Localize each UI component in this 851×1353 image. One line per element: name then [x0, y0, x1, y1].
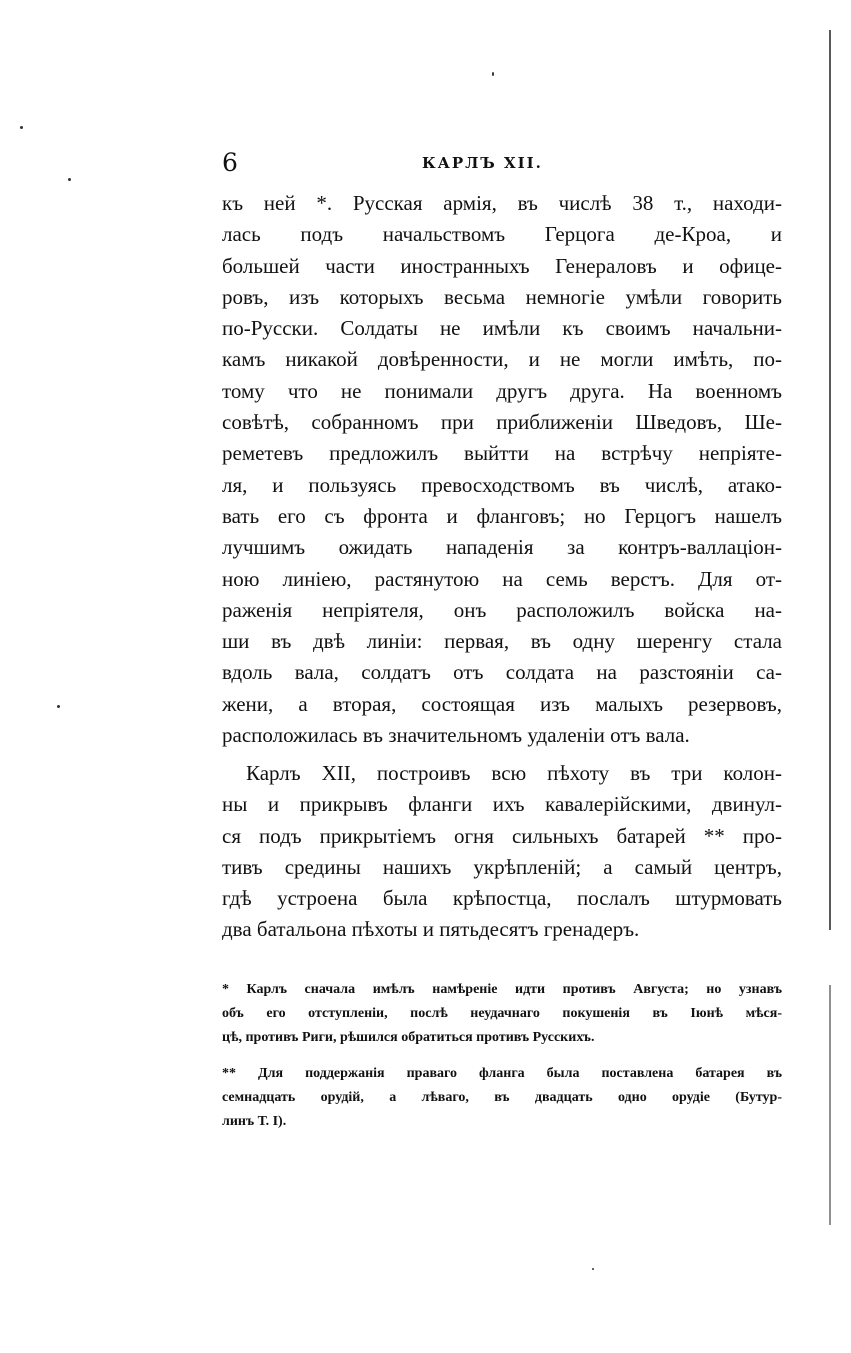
text-line: ною линіею, растянутою на семь верстъ. Для от- [222, 566, 782, 591]
footnote-line: объ его отступленіи, послѣ неудачнаго покушенія въ Іюнѣ мѣся- [222, 1006, 782, 1021]
page-number: 6 [222, 148, 238, 177]
text-line: расположилась въ значительномъ удаленіи отъ вала. [222, 723, 690, 748]
text-line: по-Русски. Солдаты не имѣли къ своимъ начальни- [222, 316, 782, 341]
text-line: большей части иностранныхъ Генераловъ и офице- [222, 253, 782, 278]
text-line: лась подъ начальствомъ Герцога де-Кроа, и [222, 222, 782, 247]
text-line: тивъ средины нашихъ укрѣпленій; а самый центръ, [222, 854, 782, 879]
text-line: ся подъ прикрытіемъ огня сильныхъ батарей ** про- [222, 823, 782, 848]
footnote-line: * Карлъ сначала имѣлъ намѣреніе идти противъ Августа; но узнавъ [222, 982, 782, 997]
page-edge-shadow-lower [829, 985, 831, 1225]
text-line: Карлъ XII, построивъ всю пѣхоту въ три колон- [246, 761, 782, 785]
footnote-line: линъ Т. I). [222, 1114, 287, 1129]
scan-speck [592, 1268, 594, 1270]
text-line: лучшимъ ожидать нападенія за контръ-валлаціон- [222, 535, 782, 560]
footnote-1 [222, 978, 782, 1050]
scan-speck [20, 126, 23, 129]
text-line: ши въ двѣ линіи: первая, въ одну шеренгу стала [222, 629, 782, 654]
text-line: къ ней *. Русская армія, въ числѣ 38 т., находи- [222, 191, 782, 215]
text-line: тому что не понимали другъ друга. На военномъ [222, 378, 782, 403]
running-title: КАРЛЪ XII. [422, 154, 543, 172]
page-edge-shadow [829, 30, 831, 930]
footnote-line: ** Для поддержанія праваго фланга была поставлена батарея въ [222, 1066, 782, 1081]
text-line: два батальона пѣхоты и пятьдесятъ гренадеръ. [222, 917, 640, 942]
text-line: вдоль вала, солдатъ отъ солдата на разстояніи са- [222, 660, 782, 685]
text-line: камъ никакой довѣренности, и не могли имѣть, по- [222, 347, 782, 372]
footnote-2 [222, 1062, 782, 1134]
scan-speck [492, 72, 494, 76]
text-line: ля, и пользуясь превосходствомъ въ числѣ, атако- [222, 472, 782, 497]
text-line: гдѣ устроена была крѣпостца, послалъ штурмовать [222, 886, 782, 911]
paragraph-1 [222, 188, 782, 751]
text-line: жени, а вторая, состоящая изъ малыхъ резервовъ, [222, 691, 782, 716]
text-line: раженія непріятеля, онъ расположилъ войска на- [222, 597, 782, 622]
scan-speck [57, 705, 60, 708]
text-line: ны и прикрывъ фланги ихъ кавалерійскими, двинул- [222, 792, 782, 817]
page-header [222, 148, 782, 178]
footnote-line: цѣ, противъ Риги, рѣшился обратиться противъ Русскихъ. [222, 1030, 595, 1045]
text-line: вать его съ фронта и фланговъ; но Герцогъ нашелъ [222, 503, 782, 528]
text-line: реметевъ предложилъ выйтти на встрѣчу непріяте- [222, 441, 782, 466]
text-line: совѣтѣ, собранномъ при приближеніи Шведовъ, Ше- [222, 410, 782, 435]
scan-speck [68, 178, 71, 181]
footnote-line: семнадцать орудій, а лѣваго, въ двадцать одно орудіе (Бутур- [222, 1090, 782, 1105]
paragraph-2 [222, 758, 782, 946]
text-line: ровъ, изъ которыхъ весьма немногіе умѣли говорить [222, 284, 782, 309]
